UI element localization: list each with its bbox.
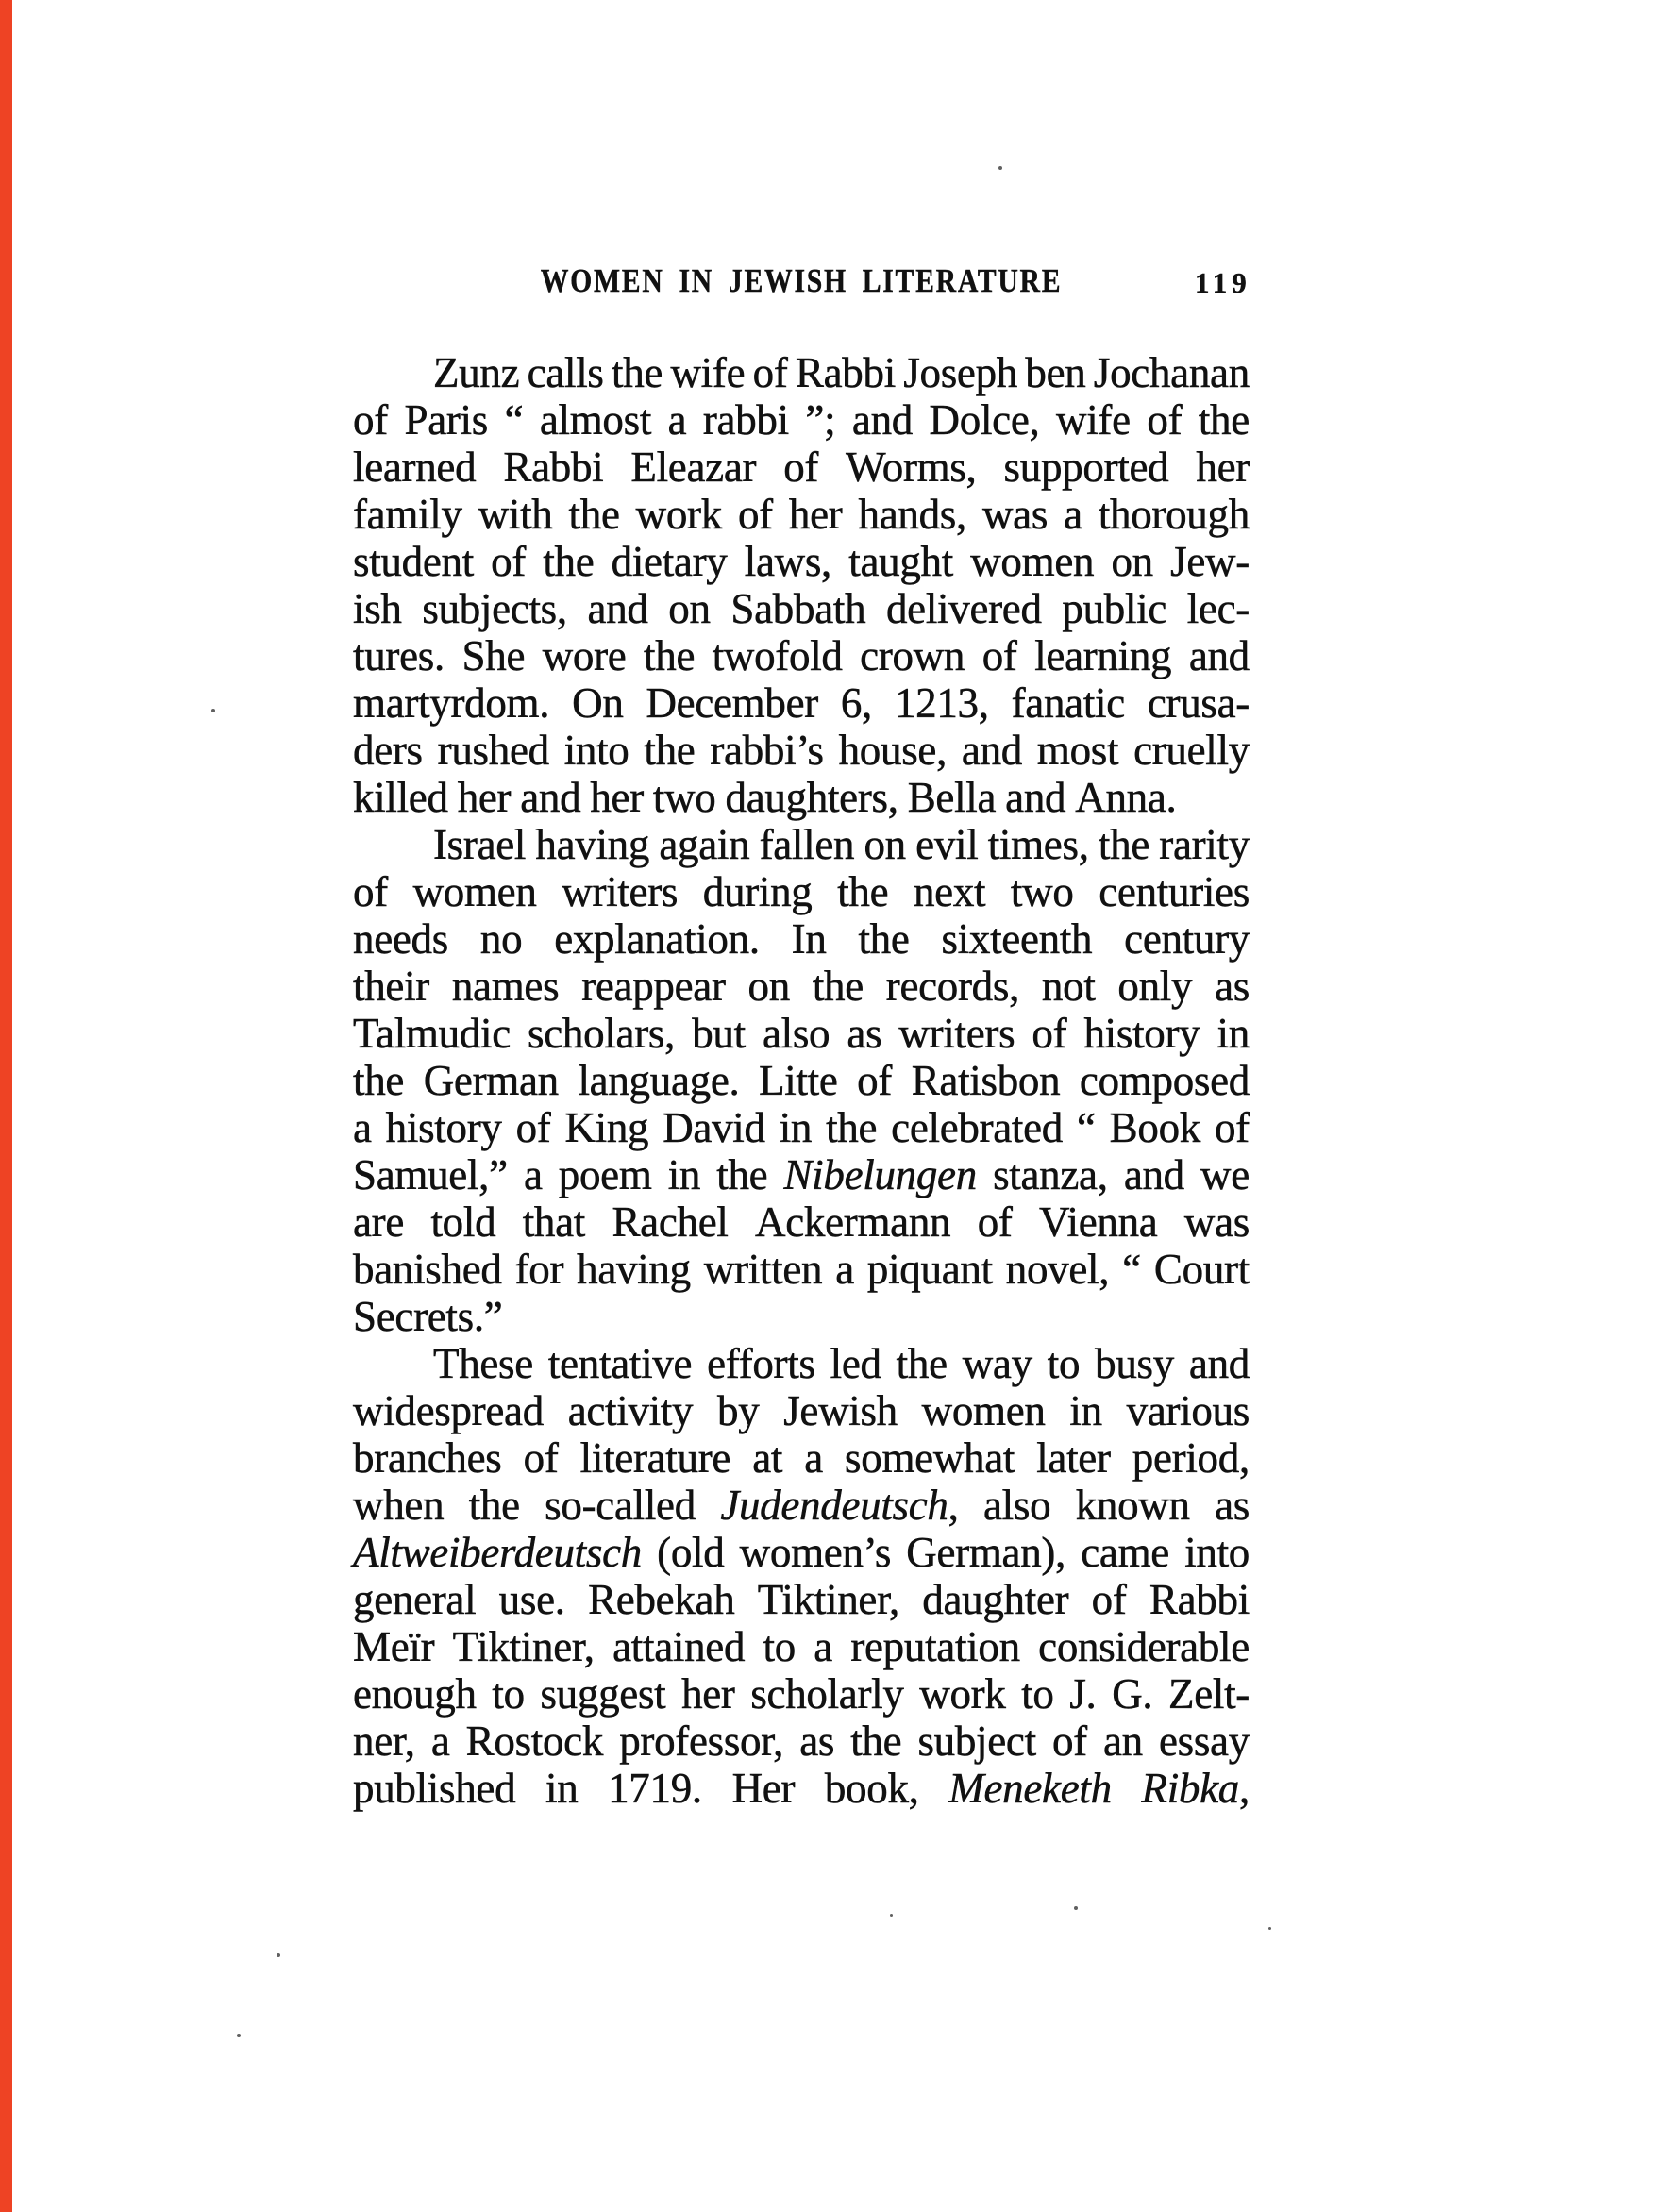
text-line: when the so-called Judendeutsch, also known as	[353, 1482, 1250, 1529]
text-line: Secrets.”	[353, 1293, 503, 1340]
text-line: These tentative efforts led the way to busy and	[433, 1340, 1250, 1387]
scan-speck	[1268, 1927, 1271, 1930]
text-line: published in 1719. Her book, Meneketh Ribka,	[353, 1765, 1250, 1812]
text-line: are told that Rachel Ackermann of Vienna was	[353, 1198, 1250, 1246]
paragraph	[353, 821, 1250, 1340]
text-line: ner, a Rostock professor, as the subject of an essay	[353, 1718, 1250, 1765]
text-line: needs no explanation. In the sixteenth century	[353, 915, 1250, 963]
body-text	[353, 349, 1250, 1812]
text-line: banished for having written a piquant novel, “ Court	[353, 1246, 1250, 1293]
text-line: martyrdom. On December 6, 1213, fanatic crusa-	[353, 679, 1250, 727]
text-line: enough to suggest her scholarly work to J. G. Zelt-	[353, 1670, 1250, 1718]
text-line: Samuel,” a poem in the Nibelungen stanza, and we	[353, 1151, 1250, 1198]
text-line: of Paris “ almost a rabbi ”; and Dolce, wife of the	[353, 396, 1250, 444]
text-line: student of the dietary laws, taught women on Jew-	[353, 538, 1250, 585]
text-line: Zunz calls the wife of Rabbi Joseph ben Jochanan	[433, 349, 1250, 396]
text-line: family with the work of her hands, was a thorough	[353, 491, 1250, 538]
scan-speck	[998, 166, 1002, 170]
text-line: ders rushed into the rabbi’s house, and most cruelly	[353, 727, 1250, 774]
text-line: killed her and her two daughters, Bella and Anna.	[353, 774, 1177, 821]
book-edge-stripe	[0, 0, 12, 2212]
text-line: tures. She wore the twofold crown of learning and	[353, 632, 1250, 679]
scan-speck	[237, 2034, 241, 2037]
paragraph	[353, 1340, 1250, 1812]
paragraph	[353, 349, 1250, 821]
text-line: ish subjects, and on Sabbath delivered public lec-	[353, 585, 1250, 632]
page-number: 119	[1195, 266, 1251, 299]
text-line: of women writers during the next two centuries	[353, 868, 1250, 915]
text-line: widespread activity by Jewish women in various	[353, 1387, 1250, 1434]
text-line: the German language. Litte of Ratisbon composed	[353, 1057, 1250, 1104]
text-line: Meïr Tiktiner, attained to a reputation considerable	[353, 1623, 1250, 1670]
scan-speck	[277, 1953, 280, 1957]
text-line: their names reappear on the records, not only as	[353, 963, 1250, 1010]
text-line: Talmudic scholars, but also as writers of history in	[353, 1010, 1250, 1057]
text-line: Altweiberdeutsch (old women’s German), came into	[353, 1529, 1250, 1576]
text-line: learned Rabbi Eleazar of Worms, supported her	[353, 444, 1250, 491]
scan-speck	[890, 1914, 893, 1917]
text-line: general use. Rebekah Tiktiner, daughter of Rabbi	[353, 1576, 1250, 1623]
running-header-title: WOMEN IN JEWISH LITERATURE	[540, 262, 1063, 299]
text-line: branches of literature at a somewhat later period,	[353, 1434, 1250, 1482]
text-line: Israel having again fallen on evil times, the rarity	[433, 821, 1250, 868]
scan-speck	[211, 709, 215, 712]
text-line: a history of King David in the celebrated “ Book of	[353, 1104, 1250, 1151]
scan-speck	[1074, 1906, 1078, 1910]
